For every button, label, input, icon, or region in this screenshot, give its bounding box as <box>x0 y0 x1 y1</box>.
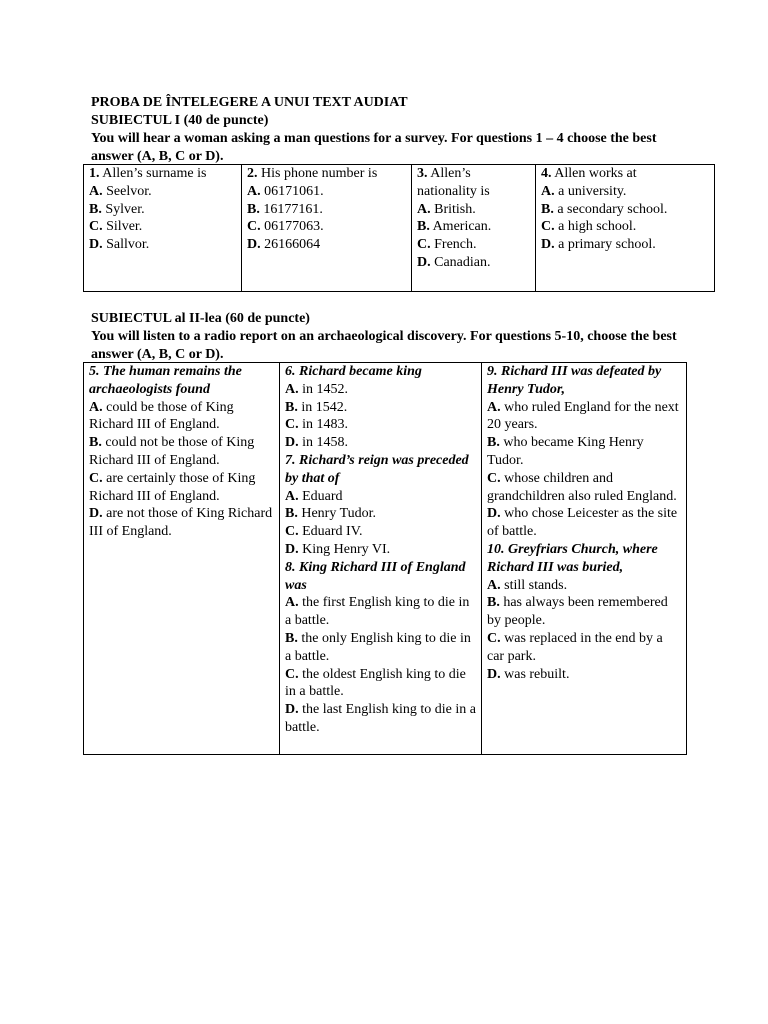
section1-question-table <box>83 164 715 292</box>
answer-option: D. in 1458. <box>285 435 349 451</box>
answer-option: A. Seelvor. <box>89 183 152 199</box>
question-cell-5 <box>84 363 280 755</box>
answer-option: C. a high school. <box>541 219 637 235</box>
answer-option: B. has always been remembered by people. <box>487 595 668 629</box>
answer-option: A. British. <box>417 201 476 217</box>
answer-option: B. who became King Henry Tudor. <box>487 435 644 468</box>
answer-option: D. the last English king to die in a battle. <box>285 702 476 735</box>
section2-instructions: You will listen to a radio report on an archaeological discovery. For questions 5-10, choose the best answer (A, B, C or D). <box>91 329 677 362</box>
answer-option: B. 16177161. <box>247 201 323 217</box>
question-cell-6-8 <box>280 363 482 755</box>
question-stem: 10. Greyfriars Church, where Richard III was buried, <box>487 541 658 575</box>
answer-option: D. Sallvor. <box>89 237 150 253</box>
answer-option: D. are not those of King Richard III of England. <box>89 506 273 540</box>
question-stem: 6. Richard became king <box>285 364 422 379</box>
answer-option: C. whose children and grandchildren also ruled England. <box>487 470 677 504</box>
answer-option: B. Sylver. <box>89 201 145 217</box>
answer-option: A. the first English king to die in a battle. <box>285 595 470 629</box>
question-stem: 9. Richard III was defeated by Henry Tudor, <box>487 364 662 397</box>
question-stem: 1. Allen’s surname is <box>89 166 207 181</box>
answer-option: A. still stands. <box>487 577 568 593</box>
answer-option: A. in 1452. <box>285 381 349 397</box>
answer-option: B. a secondary school. <box>541 201 668 217</box>
answer-option: C. in 1483. <box>285 417 349 433</box>
page-title: PROBA DE ÎNTELEGERE A UNUI TEXT AUDIAT <box>91 95 408 110</box>
question-stem: 2. His phone number is <box>247 166 378 181</box>
answer-option: B. Henry Tudor. <box>285 506 377 522</box>
question-cell-2 <box>242 165 412 292</box>
section2-heading: SUBIECTUL al II-lea (60 de puncte) <box>91 311 310 326</box>
answer-option: C. Silver. <box>89 219 143 235</box>
answer-option: C. Eduard IV. <box>285 524 363 540</box>
answer-option: D. Canadian. <box>417 254 491 270</box>
section1-instructions: You will hear a woman asking a man questions for a survey. For questions 1 – 4 choose the best answer (A, B, C or D). <box>91 131 657 164</box>
question-cell-1 <box>84 165 242 292</box>
question-stem: 8. King Richard III of England was <box>285 559 466 593</box>
question-stem: 3. Allen’s nationality is <box>417 166 490 199</box>
answer-option: C. the oldest English king to die in a battle. <box>285 666 466 700</box>
answer-option: A. 06171061. <box>247 183 324 199</box>
answer-option: B. American. <box>417 219 492 235</box>
answer-option: D. King Henry VI. <box>285 541 391 557</box>
answer-option: A. could be those of King Richard III of England. <box>89 399 234 433</box>
answer-option: B. the only English king to die in a battle. <box>285 630 471 664</box>
section1-heading: SUBIECTUL I (40 de puncte) <box>91 113 269 128</box>
answer-option: D. was rebuilt. <box>487 666 570 682</box>
question-stem: 7. Richard’s reign was preceded by that of <box>285 452 469 486</box>
answer-option: D. a primary school. <box>541 237 656 253</box>
answer-option: D. who chose Leicester as the site of battle. <box>487 506 678 540</box>
answer-option: D. 26166064 <box>247 237 321 253</box>
question-stem: 4. Allen works at <box>541 166 637 181</box>
answer-option: C. 06177063. <box>247 219 324 235</box>
question-cell-4 <box>536 165 715 292</box>
answer-option: C. was replaced in the end by a car park. <box>487 630 663 664</box>
question-cell-9-10 <box>482 363 687 755</box>
answer-option: A. Eduard <box>285 488 343 504</box>
answer-option: B. could not be those of King Richard III of England. <box>89 435 255 468</box>
answer-option: A. who ruled England for the next 20 years. <box>487 399 679 433</box>
answer-option: B. in 1542. <box>285 399 348 415</box>
question-stem: 5. The human remains the archaeologists found <box>89 364 242 397</box>
question-cell-3 <box>412 165 536 292</box>
answer-option: A. a university. <box>541 183 627 199</box>
answer-option: C. French. <box>417 237 477 253</box>
section2-question-table <box>83 362 687 755</box>
answer-option: C. are certainly those of King Richard III of England. <box>89 470 256 504</box>
